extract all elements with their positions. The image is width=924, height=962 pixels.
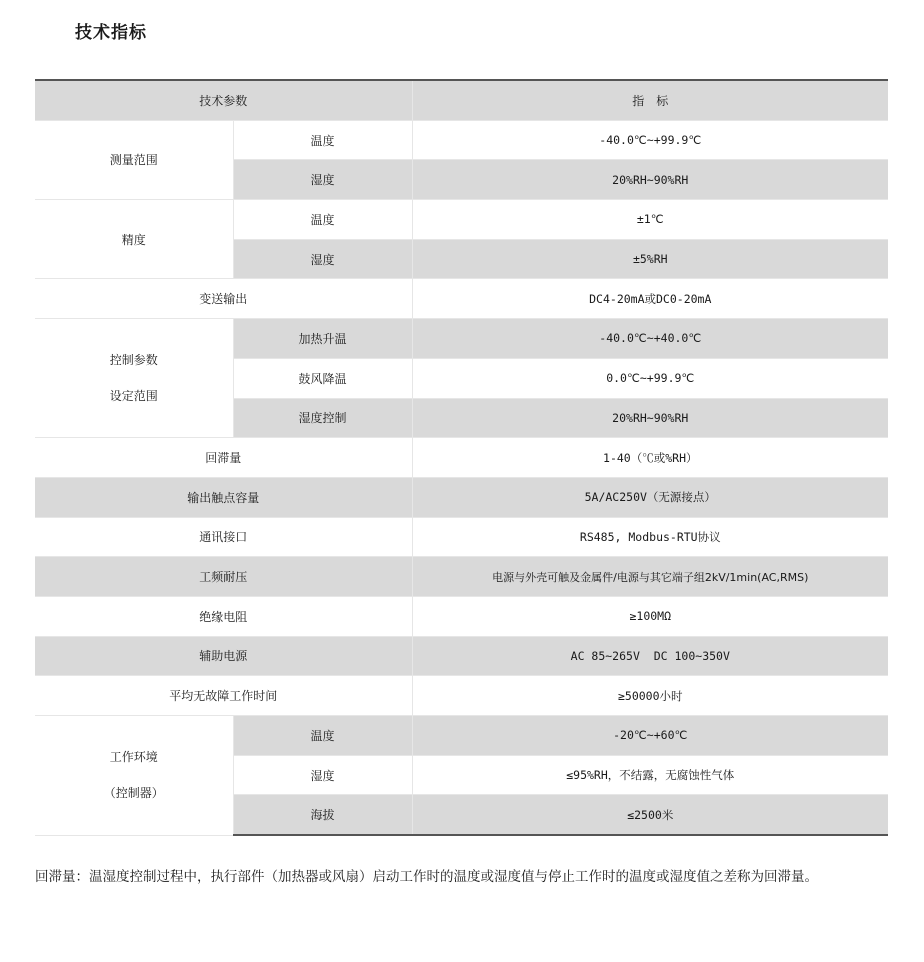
measure-temp-value: -40.0℃~+99.9℃ xyxy=(412,120,888,160)
environment-temp-value: -20℃~+60℃ xyxy=(412,716,888,756)
precision-humid-name: 湿度 xyxy=(233,239,412,279)
contact-name: 输出触点容量 xyxy=(35,477,412,517)
transmit-value: DC4-20mA或DC0-20mA xyxy=(412,279,888,319)
table-row xyxy=(35,676,888,716)
table-row xyxy=(35,200,888,240)
transmit-name: 变送输出 xyxy=(35,279,412,319)
contact-value: 5A/AC250V（无源接点） xyxy=(412,477,888,517)
control-humid-name: 湿度控制 xyxy=(233,398,412,438)
measure-label: 测量范围 xyxy=(35,120,233,199)
withstand-name: 工频耐压 xyxy=(35,557,412,597)
power-name: 辅助电源 xyxy=(35,636,412,676)
control-label-line2: 设定范围 xyxy=(109,389,158,404)
environment-altitude-name: 海拔 xyxy=(233,795,412,835)
table-row xyxy=(35,517,888,557)
comm-name: 通讯接口 xyxy=(35,517,412,557)
table-row xyxy=(35,596,888,636)
environment-label xyxy=(35,716,233,836)
table-row xyxy=(35,477,888,517)
table-row xyxy=(35,716,888,756)
precision-label: 精度 xyxy=(35,200,233,279)
insulation-value: ≥100MΩ xyxy=(412,596,888,636)
precision-temp-name: 温度 xyxy=(233,200,412,240)
environment-label-line2: （控制器） xyxy=(103,786,164,801)
table-row xyxy=(35,319,888,359)
control-fan-name: 鼓风降温 xyxy=(233,358,412,398)
hysteresis-value: 1-40（℃或%RH） xyxy=(412,438,888,478)
environment-humid-value: ≤95%RH，不结露，无腐蚀性气体 xyxy=(412,755,888,795)
table-row xyxy=(35,636,888,676)
table-row xyxy=(35,279,888,319)
environment-humid-name: 湿度 xyxy=(233,755,412,795)
precision-humid-value: ±5%RH xyxy=(412,239,888,279)
table-row xyxy=(35,120,888,160)
measure-humid-value: 20%RH~90%RH xyxy=(412,160,888,200)
table-row xyxy=(35,438,888,478)
hysteresis-name: 回滞量 xyxy=(35,438,412,478)
table-header-row xyxy=(35,80,888,120)
spec-table xyxy=(35,79,888,836)
control-heat-value: -40.0℃~+40.0℃ xyxy=(412,319,888,359)
control-heat-name: 加热升温 xyxy=(233,319,412,359)
measure-humid-name: 湿度 xyxy=(233,160,412,200)
insulation-name: 绝缘电阻 xyxy=(35,596,412,636)
header-param: 技术参数 xyxy=(35,80,412,120)
precision-temp-value: ±1℃ xyxy=(412,200,888,240)
environment-label-line1: 工作环境 xyxy=(109,750,158,765)
page-title: 技术指标 xyxy=(75,23,147,43)
withstand-value: 电源与外壳可触及金属件/电源与其它端子组2kV/1min(AC,RMS) xyxy=(412,557,888,597)
power-value: AC 85~265V DC 100~350V xyxy=(412,636,888,676)
footnote: 回滞量：温湿度控制过程中，执行部件（加热器或风扇）启动工作时的温度或湿度值与停止工作时的温度或湿度值之差称为回滞量。 xyxy=(35,869,818,885)
comm-value: RS485, Modbus-RTU协议 xyxy=(412,517,888,557)
mtbf-name: 平均无故障工作时间 xyxy=(35,676,412,716)
control-fan-value: 0.0℃~+99.9℃ xyxy=(412,358,888,398)
control-label xyxy=(35,319,233,438)
header-value: 指 标 xyxy=(412,80,888,120)
environment-altitude-value: ≤2500米 xyxy=(412,795,888,835)
control-humid-value: 20%RH~90%RH xyxy=(412,398,888,438)
measure-temp-name: 温度 xyxy=(233,120,412,160)
table-row xyxy=(35,557,888,597)
environment-temp-name: 温度 xyxy=(233,716,412,756)
control-label-line1: 控制参数 xyxy=(109,353,158,368)
mtbf-value: ≥50000小时 xyxy=(412,676,888,716)
